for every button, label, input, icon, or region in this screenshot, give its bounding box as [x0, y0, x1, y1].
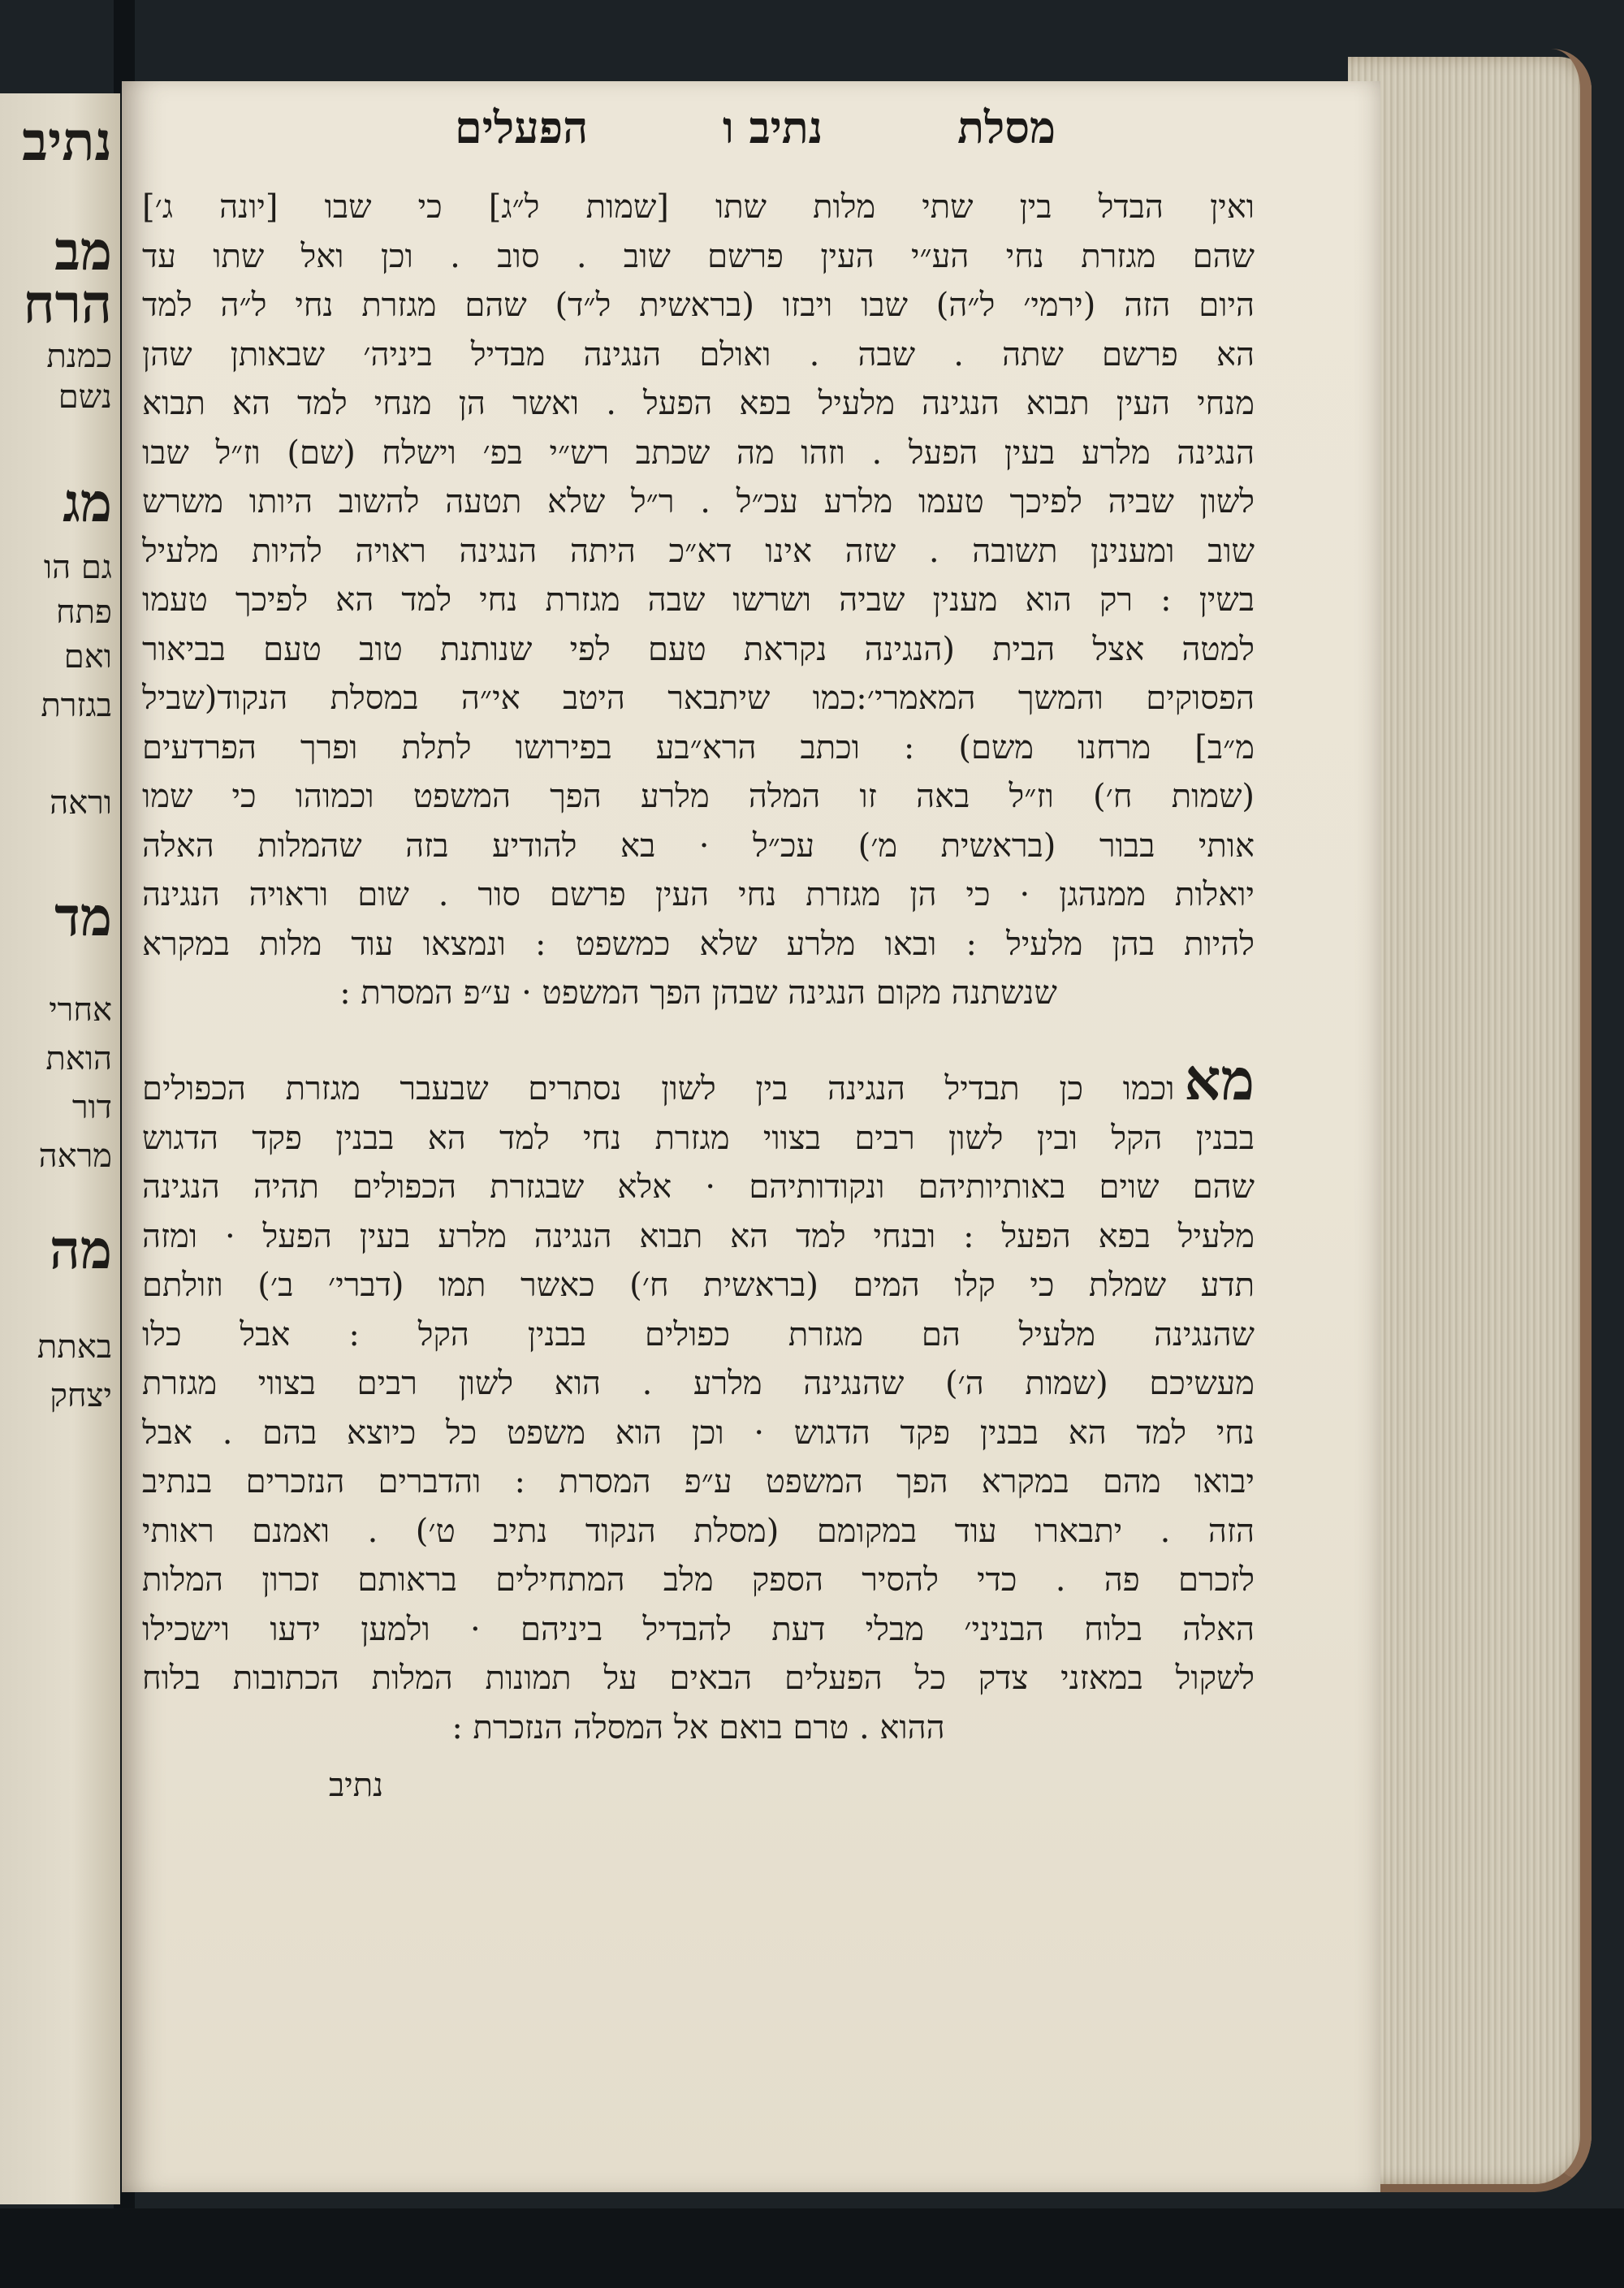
- facing-fragment: נתיב: [22, 110, 112, 173]
- text-line: לשקול במאזני צדק כל הפעלים הבאים על תמונות המלות הכתובות בלוח: [142, 1660, 1255, 1697]
- facing-fragment: מג: [63, 471, 112, 534]
- facing-fragment: באתת: [37, 1328, 112, 1366]
- facing-fragment: הואת: [45, 1040, 112, 1077]
- facing-fragment: הרח: [23, 272, 112, 335]
- paragraph-1: [142, 183, 1255, 1018]
- text-line: יבואו מהם במקרא הפך המשפט ע״פ המסרת : והדברים הנזכרים בנתיב: [142, 1463, 1255, 1500]
- facing-fragment: מד: [54, 885, 112, 948]
- catchword: נתיב: [329, 1767, 384, 1804]
- text-line: שהנגינה מלעיל הם מגזרת כפולים בבנין הקל : אבל כלו: [142, 1315, 1255, 1353]
- text-line: אותי בבור (בראשית מ׳) עכ״ל · בא להודיע בזה שהמלות האלה: [142, 827, 1255, 865]
- facing-fragment: יצחק: [50, 1377, 112, 1414]
- facing-fragment: מה: [49, 1218, 112, 1281]
- text-line: שהם מגזרת נחי הע״י העין פרשם שוב . סוב . וכן ואל שתו עד: [142, 237, 1255, 275]
- text-line: הנגינה מלרע בעין הפעל . וזהו מה שכתב רש״י בפ׳ וישלח (שם) וז״ל שבו: [142, 434, 1255, 472]
- text-line: מעשיכם (שמות ה׳) שהנגינה מלרע . הוא לשון רבים בצווי מגזרת: [142, 1365, 1255, 1402]
- text-line: נחי למד הא בבנין פקד הדגוש · וכן הוא משפט כל כיוצא בהם . אבל: [142, 1414, 1255, 1452]
- facing-fragment: גם הו: [43, 549, 112, 586]
- facing-fragment: אחרי: [49, 991, 112, 1029]
- book-cover-edge: [1380, 49, 1592, 2192]
- text-line: ואין הבדל בין שתי מלות שתו [שמות ל״ג] כי שבו [יונה ג׳]: [142, 188, 1255, 226]
- text-line: בשין : רק הוא מענין שביה ושרשו שבה מגזרת נחי למד הא לפיכך טעמו: [142, 581, 1255, 619]
- paragraph-2: [142, 1056, 1255, 1752]
- facing-fragment: מראה: [38, 1138, 112, 1175]
- facing-fragment: כמנת: [46, 338, 112, 375]
- text-line: הא פרשם שתה . שבה . ואולם הנגינה מבדיל ביניה׳ שבאותן שהן: [142, 335, 1255, 373]
- facing-fragment: וראה: [50, 784, 112, 822]
- facing-fragment: דור: [71, 1089, 112, 1126]
- text-line-last: ההוא . טרם בואם אל המסלה הנזכרת :: [451, 1708, 945, 1746]
- text-line: למטה אצל הבית (הנגינה נקראת טעם לפי שנותנת טוב טעם בביאור: [142, 630, 1255, 668]
- text-line: שהם שוים באותיותיהם ונקודותיהם · אלא שבגזרת הכפולים תהיה הנגינה: [142, 1168, 1255, 1206]
- facing-fragment: נשם: [58, 378, 112, 416]
- text-line-last: שנשתנה מקום הנגינה שבהן הפך המשפט · ע״פ המסרת :: [339, 974, 1057, 1012]
- running-head-right: מסלת: [957, 101, 1056, 153]
- running-head-center: נתיב ו: [722, 101, 823, 153]
- facing-fragment: מב: [54, 219, 112, 283]
- text-line: האלה בלוח הבניני׳ מבלי דעת להבדיל ביניהם · ולמען ידעו וישכילו: [142, 1610, 1255, 1648]
- running-head-left: הפעלים: [455, 101, 589, 153]
- text-line: היום הזה (ירמי׳ ל״ה) שבו ויבזו (בראשית ל״ד) שהם מגזרת נחי ל״ה למד: [142, 287, 1255, 324]
- facing-fragment: בגזרת: [41, 687, 112, 724]
- text-line: שוב ומענינן תשובה . שזה אינו דא״כ היתה הנגינה ראויה להיות מלעיל: [142, 532, 1255, 570]
- background-bottom: [0, 2208, 1624, 2288]
- text-line: לזכרם פה . כדי להסיר הספק מלב המתחילים בראותם זכרון המלות: [142, 1561, 1255, 1599]
- text-line: יואלות ממנהגן · כי הן מגזרת נחי העין פרשם סור . שום וראויה הנגינה: [142, 876, 1255, 913]
- text-line: תדע שמלת כי קלו המים (בראשית ח׳) כאשר תמו (דברי׳ ב׳) וזולתם: [142, 1267, 1255, 1304]
- text-line: בבנין הקל ובין לשון רבים בצווי מגזרת נחי למד הא בבנין פקד הדגוש: [142, 1119, 1255, 1157]
- text-line: מלעיל בפא הפעל : ובנחי למד הא תבוא הנגינה מלרע בעין הפעל · ומזה: [142, 1217, 1255, 1255]
- text-line: וכמו כן תבדיל הנגינה בין לשון נסתרים שבעבר מגזרת הכפולים: [142, 1070, 1175, 1107]
- text-line: (שמות ח׳) וז״ל באה זו המלה מלרע הפך המשפט וכמוהו כי שמו: [142, 778, 1255, 815]
- text-line: הפסוקים והמשך המאמרי׳:כמו שיתבאר היטב אי״ה במסלת הנקוד(שביל: [142, 680, 1255, 717]
- facing-fragment: ואם: [63, 638, 112, 676]
- text-line: להיות בהן מלעיל : ובאו מלרע שלא כמשפט : ונמצאו עוד מלות במקרא: [142, 925, 1255, 963]
- section-number: מא: [1184, 1056, 1255, 1113]
- text-line-first: [142, 1056, 1255, 1114]
- facing-fragment: פתח: [55, 594, 112, 631]
- text-line: מ״ב] מרחנו משם) : וכתב הרא״בע בפירושו לתלת ופרך הפרדעים: [142, 728, 1255, 766]
- text-line: לשון שביה לפיכך טעמו מלרע עכ״ל . ר״ל שלא תטעה להשוב היותו משרש: [142, 483, 1255, 520]
- text-line: מנחי העין תבוא הנגינה מלעיל בפא הפעל . ואשר הן מנחי למד הא תבוא: [142, 385, 1255, 422]
- running-head: [455, 101, 1056, 153]
- text-line: הזה . יתבארו עוד במקומם (מסלת הנקוד נתיב ט׳) . ואמנם ראותי: [142, 1512, 1255, 1550]
- facing-page: [0, 93, 120, 2204]
